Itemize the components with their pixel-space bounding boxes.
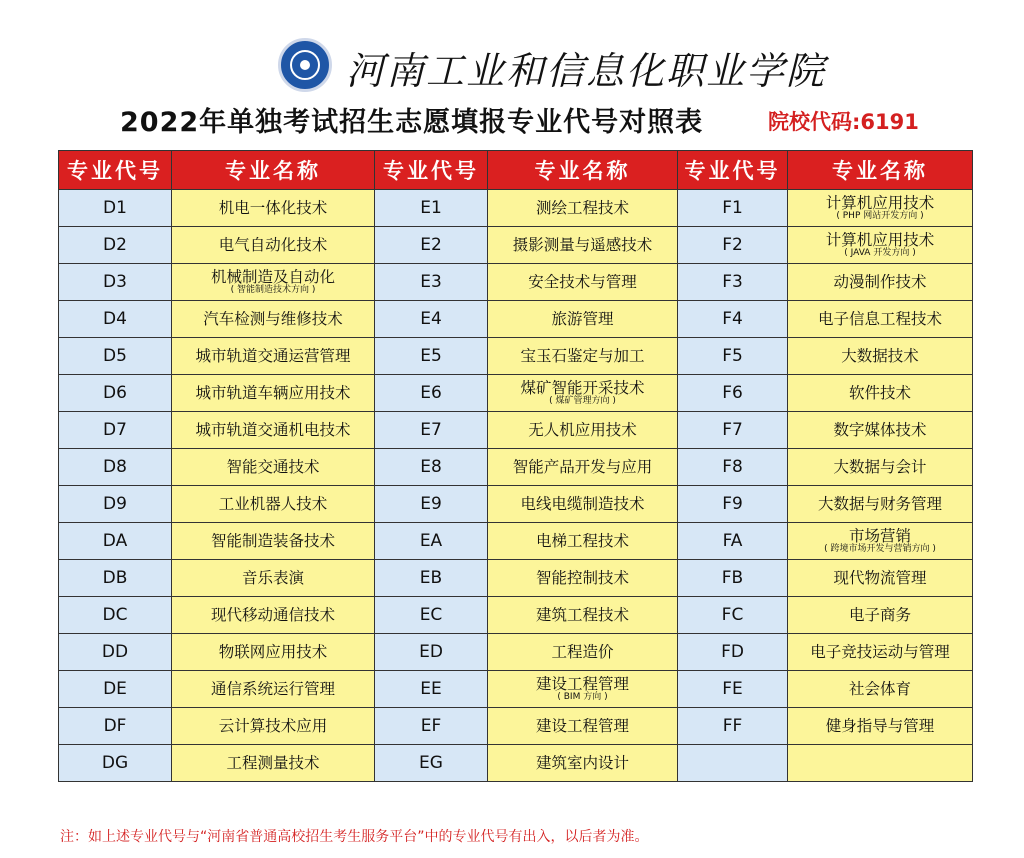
major-name-cell — [788, 745, 973, 782]
major-name: 软件技术 — [848, 383, 911, 402]
table-body — [59, 190, 973, 782]
major-code-cell: DG — [59, 745, 172, 782]
major-name: 大数据与财务管理 — [817, 494, 942, 513]
major-name: 旅游管理 — [551, 309, 614, 328]
major-code-cell: D1 — [59, 190, 172, 227]
major-name-cell — [788, 597, 973, 634]
major-code-cell: E4 — [375, 301, 488, 338]
major-code-cell: EA — [375, 523, 488, 560]
table-row — [59, 523, 973, 560]
major-name: 智能制造装备技术 — [210, 531, 335, 550]
major-direction: ( 智能制造技术方向 ) — [230, 284, 316, 295]
major-code-cell: FF — [678, 708, 788, 745]
table-row — [59, 190, 973, 227]
table-row — [59, 227, 973, 264]
major-name: 智能交通技术 — [226, 457, 320, 476]
major-code-cell: EG — [375, 745, 488, 782]
major-name-cell — [488, 264, 678, 301]
major-name-cell — [788, 375, 973, 412]
table-header-row — [59, 151, 973, 190]
major-name-cell — [172, 486, 375, 523]
major-name-cell — [172, 745, 375, 782]
major-code-cell: E1 — [375, 190, 488, 227]
major-code-cell: F2 — [678, 227, 788, 264]
major-code-cell: DA — [59, 523, 172, 560]
major-name-cell — [172, 708, 375, 745]
major-name: 汽车检测与维修技术 — [203, 309, 343, 328]
major-code-cell: DE — [59, 671, 172, 708]
school-name: 河南工业和信息化职业学院 — [346, 49, 827, 93]
major-name-cell — [172, 301, 375, 338]
table-row — [59, 745, 973, 782]
footnote: 注：如上述专业代号与“河南省普通高校招生考生服务平台”中的专业代号有出入，以后者为准。 — [60, 829, 649, 845]
major-code-cell: D3 — [59, 264, 172, 301]
major-code-cell: EF — [375, 708, 488, 745]
major-name: 建筑室内设计 — [535, 753, 629, 772]
header-name: 专业名称 — [788, 151, 973, 190]
major-name-cell — [488, 560, 678, 597]
major-code-cell: EB — [375, 560, 488, 597]
major-name-cell — [488, 523, 678, 560]
major-name-cell — [788, 412, 973, 449]
major-code-cell: D8 — [59, 449, 172, 486]
major-name-cell — [488, 338, 678, 375]
major-name: 现代物流管理 — [833, 568, 927, 587]
table-row — [59, 560, 973, 597]
table-row — [59, 449, 973, 486]
major-name: 建设工程管理 — [535, 716, 629, 735]
table-row — [59, 708, 973, 745]
major-name: 建设工程管理 — [535, 674, 629, 693]
major-code-cell: F9 — [678, 486, 788, 523]
major-name: 大数据技术 — [841, 346, 919, 365]
major-code-cell: FE — [678, 671, 788, 708]
major-name-cell — [488, 375, 678, 412]
major-name-cell — [788, 634, 973, 671]
major-name-cell — [172, 412, 375, 449]
major-code-cell: E3 — [375, 264, 488, 301]
table-row — [59, 412, 973, 449]
major-name: 摄影测量与遥感技术 — [512, 235, 653, 254]
major-name-cell — [788, 523, 973, 560]
major-name-cell — [788, 449, 973, 486]
header-code: 专业代号 — [678, 151, 788, 190]
title-row — [0, 100, 1024, 140]
major-code-cell: DB — [59, 560, 172, 597]
major-name: 计算机应用技术 — [825, 193, 935, 212]
major-code-cell: D7 — [59, 412, 172, 449]
major-code-cell: D6 — [59, 375, 172, 412]
major-name-cell — [788, 338, 973, 375]
major-name: 电气自动化技术 — [218, 235, 328, 254]
major-code-table — [58, 150, 973, 782]
major-name: 城市轨道车辆应用技术 — [195, 383, 351, 402]
major-name: 市场营销 — [848, 526, 911, 545]
major-code-cell: F1 — [678, 190, 788, 227]
major-name-cell — [172, 375, 375, 412]
major-name: 工程测量技术 — [226, 753, 320, 772]
page-title: 2022年单独考试招生志愿填报专业代号对照表 — [120, 107, 704, 138]
major-name-cell — [172, 264, 375, 301]
major-code-cell: DC — [59, 597, 172, 634]
table-row — [59, 375, 973, 412]
major-name-cell — [488, 708, 678, 745]
major-code-cell: F8 — [678, 449, 788, 486]
major-name-cell — [488, 745, 678, 782]
major-name-cell — [488, 412, 678, 449]
major-name-cell — [788, 264, 973, 301]
major-direction: ( BIM 方向 ) — [557, 691, 608, 702]
major-name-cell — [788, 190, 973, 227]
major-direction: ( PHP 网站开发方向 ) — [836, 210, 924, 221]
header-name: 专业名称 — [488, 151, 678, 190]
major-name-cell — [488, 449, 678, 486]
major-name-cell — [172, 634, 375, 671]
table-row — [59, 634, 973, 671]
table-row — [59, 338, 973, 375]
major-name-cell — [488, 190, 678, 227]
major-name: 电梯工程技术 — [535, 531, 629, 550]
major-code-cell: FB — [678, 560, 788, 597]
major-code-cell: FD — [678, 634, 788, 671]
major-name: 安全技术与管理 — [528, 272, 637, 291]
major-name: 城市轨道交通机电技术 — [195, 420, 351, 439]
major-name-cell — [172, 338, 375, 375]
major-code-cell: E6 — [375, 375, 488, 412]
table-row — [59, 597, 973, 634]
major-name-cell — [788, 560, 973, 597]
header-name: 专业名称 — [172, 151, 375, 190]
major-name-cell — [172, 671, 375, 708]
major-name-cell — [788, 671, 973, 708]
major-name-cell — [172, 227, 375, 264]
major-name: 音乐表演 — [241, 568, 304, 587]
school-code: 院校代码:6191 — [768, 110, 919, 134]
major-name: 物联网应用技术 — [218, 642, 328, 661]
major-code-cell: DF — [59, 708, 172, 745]
major-name: 城市轨道交通运营管理 — [195, 346, 351, 365]
major-name: 工业机器人技术 — [218, 494, 328, 513]
major-name-cell — [172, 190, 375, 227]
major-name-cell — [488, 486, 678, 523]
major-code-cell: D9 — [59, 486, 172, 523]
major-name-cell — [488, 301, 678, 338]
major-name: 煤矿智能开采技术 — [520, 378, 645, 397]
major-name: 数字媒体技术 — [833, 420, 927, 439]
major-name-cell — [172, 449, 375, 486]
major-code-cell: EE — [375, 671, 488, 708]
major-code-cell: F5 — [678, 338, 788, 375]
major-code-cell: E8 — [375, 449, 488, 486]
major-code-cell: E2 — [375, 227, 488, 264]
header-code: 专业代号 — [59, 151, 172, 190]
major-name: 机电一体化技术 — [218, 198, 328, 217]
major-code-cell: D5 — [59, 338, 172, 375]
major-code-cell: EC — [375, 597, 488, 634]
major-name: 智能产品开发与应用 — [512, 457, 653, 476]
major-name-cell — [788, 301, 973, 338]
major-code-cell: FC — [678, 597, 788, 634]
major-name: 电子竞技运动与管理 — [810, 642, 950, 661]
major-name: 建筑工程技术 — [535, 605, 629, 624]
major-name: 健身指导与管理 — [825, 716, 935, 735]
major-name: 智能控制技术 — [535, 568, 629, 587]
major-name-cell — [488, 227, 678, 264]
logo-core — [300, 60, 310, 70]
table-row — [59, 264, 973, 301]
major-code-cell: E5 — [375, 338, 488, 375]
major-name-cell — [788, 486, 973, 523]
major-name-cell — [172, 597, 375, 634]
major-direction: ( 跨境市场开发与营销方向 ) — [824, 543, 936, 554]
table-row — [59, 301, 973, 338]
major-name-cell — [488, 597, 678, 634]
major-code-cell: DD — [59, 634, 172, 671]
major-code-cell: ED — [375, 634, 488, 671]
major-name: 测绘工程技术 — [535, 198, 629, 217]
header — [0, 30, 1024, 93]
major-name: 通信系统运行管理 — [210, 679, 335, 698]
major-name: 现代移动通信技术 — [210, 605, 335, 624]
major-name-cell — [488, 671, 678, 708]
major-name: 无人机应用技术 — [528, 420, 637, 439]
major-name-cell — [172, 560, 375, 597]
table-row — [59, 671, 973, 708]
school-logo-icon — [278, 38, 332, 92]
major-name: 云计算技术应用 — [218, 716, 328, 735]
major-direction: ( 煤矿管理方向 ) — [549, 395, 616, 406]
major-name-cell — [788, 708, 973, 745]
major-name-cell — [172, 523, 375, 560]
major-name: 计算机应用技术 — [825, 230, 935, 249]
major-name: 工程造价 — [551, 642, 614, 661]
major-code-cell: F4 — [678, 301, 788, 338]
major-code-cell: FA — [678, 523, 788, 560]
header-code: 专业代号 — [375, 151, 488, 190]
table-row — [59, 486, 973, 523]
major-name-cell — [488, 634, 678, 671]
major-name: 电线电缆制造技术 — [520, 494, 645, 513]
major-name: 大数据与会计 — [833, 457, 927, 476]
major-code-cell: D2 — [59, 227, 172, 264]
major-code-cell: D4 — [59, 301, 172, 338]
major-code-cell: E9 — [375, 486, 488, 523]
major-code-cell: E7 — [375, 412, 488, 449]
major-name: 电子商务 — [848, 605, 911, 624]
major-name: 动漫制作技术 — [833, 272, 927, 291]
major-name: 电子信息工程技术 — [817, 309, 942, 328]
major-direction: ( JAVA 开发方向 ) — [844, 247, 916, 258]
major-code-cell: F3 — [678, 264, 788, 301]
major-name-cell — [788, 227, 973, 264]
major-name: 宝玉石鉴定与加工 — [520, 346, 645, 365]
major-name: 机械制造及自动化 — [210, 267, 335, 286]
major-code-cell: F6 — [678, 375, 788, 412]
major-code-cell: F7 — [678, 412, 788, 449]
major-code-cell — [678, 745, 788, 782]
major-name: 社会体育 — [848, 679, 911, 698]
